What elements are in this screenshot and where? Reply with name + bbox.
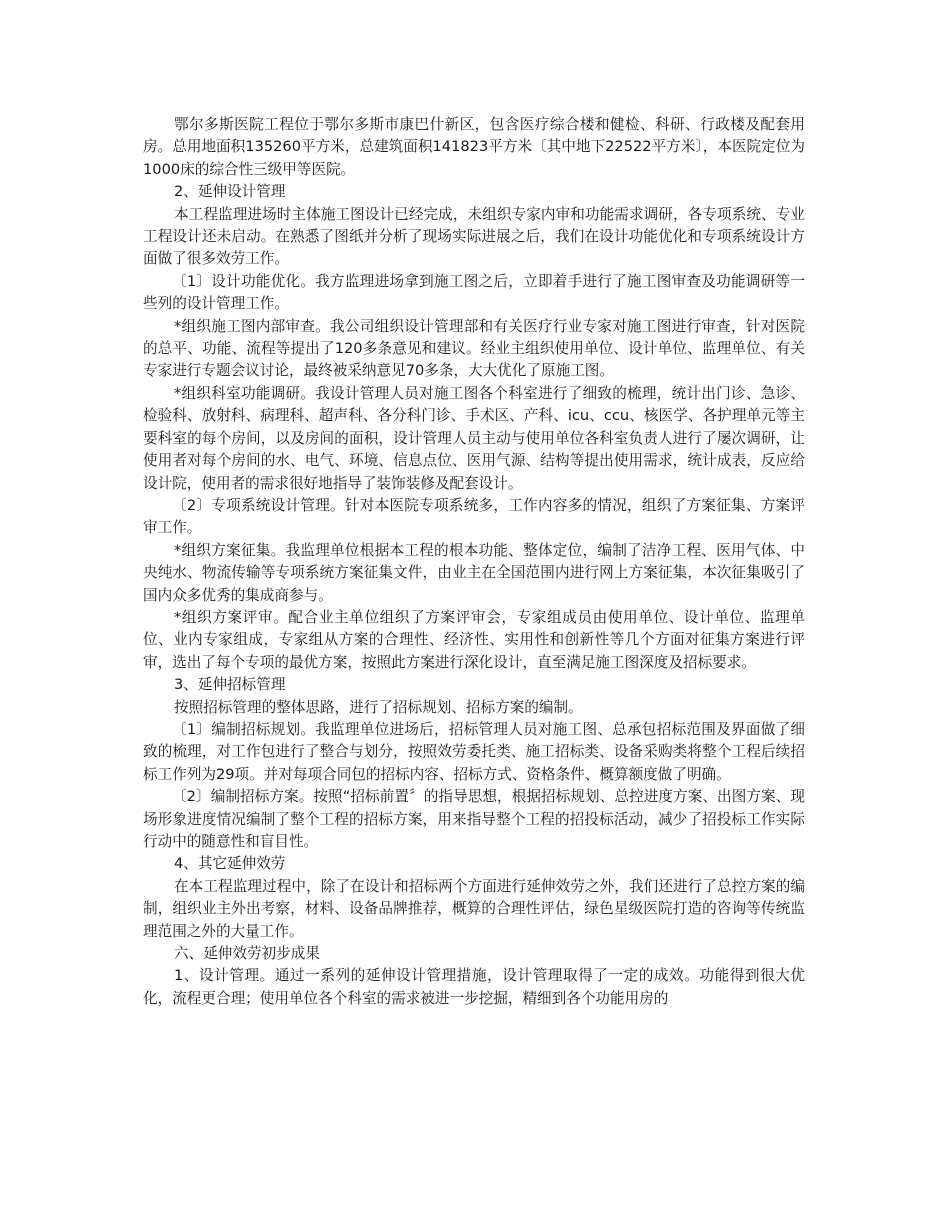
heading-other-services: 4、其它延伸效劳	[174, 855, 286, 873]
paragraph-tender-scheme: 〔2〕编制招标方案。按照“招标前置〞的指导思想，根据招标规划、总控进度方案、出图方案、现场形象进度情况编制了整个工程的招标方案，用来指导整个工程的招投标活动，减少了招投标工作实际行动中的随意性和盲目性。	[143, 788, 805, 850]
paragraph-function-optimization: 〔1〕设计功能优化。我方监理进场拿到施工图之后，立即着手进行了施工图审查及功能调研等一些列的设计管理工作。	[143, 272, 805, 313]
paragraph-department-survey: *组织科室功能调研。我设计管理人员对施工图各个科室进行了细致的梳理，统计出门诊、急诊、检验科、放射科、病理科、超声科、各分科门诊、手术区、产科、icu、ccu、核医学、各护理单元等主要科室的每个房间，以及房间的面积，设计管理人员主动与使用单位各科室负责人进行了屡次调研，让使用者对每个房间的水、电气、环境、信息点位、医用气源、结构等提出使用需求，统计成表，反应给设计院，使用者的需求很好地指导了装饰装修及配套设计。	[143, 384, 805, 492]
paragraph-drawing-review: *组织施工图内部审查。我公司组织设计管理部和有关医疗行业专家对施工图进行审查，针对医院的总平、功能、流程等提出了120多条意见和建议。经业主组织使用单位、设计单位、监理单位、有关专家进行专题会议讨论，最终被采纳意见70多条，大大优化了原施工图。	[143, 317, 805, 380]
paragraph-tender-intro: 按照招标管理的整体思路，进行了招标规划、招标方案的编制。	[174, 698, 583, 716]
paragraph-scheme-collection: *组织方案征集。我监理单位根据本工程的根本功能、整体定位，编制了洁净工程、医用气体、中央纯水、物流传输等专项系统方案征集文件，由业主在全国范围内进行网上方案征集，本次征集吸引了国内众多优秀的集成商参与。	[143, 541, 805, 604]
paragraph-project-overview: 鄂尔多斯医院工程位于鄂尔多斯市康巴什新区，包含医疗综合楼和健检、科研、行政楼及配套用房。总用地面积135260平方米，总建筑面积141823平方米〔其中地下22522平方米〕，本医院定位为1000床的综合性三级甲等医院。	[143, 116, 805, 178]
paragraph-scheme-review: *组织方案评审。配合业主单位组织了方案评审会，专家组成员由使用单位、设计单位、监理单位、业内专家组成，专家组从方案的合理性、经济性、实用性和创新性等几个方面对征集方案进行评审，选出了每个专项的最优方案，按照此方案进行深化设计，直至满足施工图深度及招标要求。	[143, 608, 805, 671]
paragraph-tender-plan: 〔1〕编制招标规划。我监理单位进场后，招标管理人员对施工图、总承包招标范围及界面做了细致的梳理，对工作包进行了整合与划分，按照效劳委托类、施工招标类、设备采购类将整个工程后续招标工作列为29项。并对每项合同包的招标内容、招标方式、资格条件、概算额度做了明确。	[143, 720, 805, 783]
paragraph-design-intro: 本工程监理进场时主体施工图设计已经完成，未组织专家内审和功能需求调研，各专项系统、专业工程设计还未启动。在熟悉了图纸并分析了现场实际进展之后，我们在设计功能优化和专项系统设计方面做了很多效劳工作。	[143, 205, 805, 268]
heading-preliminary-results: 六、延伸效劳初步成果	[174, 945, 320, 963]
paragraph-special-systems: 〔2〕专项系统设计管理。针对本医院专项系统多，工作内容多的情况，组织了方案征集、方案评审工作。	[143, 496, 805, 537]
heading-design-management: 2、延伸设计管理	[174, 183, 286, 201]
paragraph-other-services: 在本工程监理过程中，除了在设计和招标两个方面进行延伸效劳之外，我们还进行了总控方案的编制，组织业主外出考察，材料、设备品牌推荐，概算的合理性评估，绿色星级医院打造的咨询等传统监理范围之外的大量工作。	[143, 877, 805, 940]
paragraph-design-results: 1、设计管理。通过一系列的延伸设计管理措施，设计管理取得了一定的成效。功能得到很大优化，流程更合理；使用单位各个科室的需求被进一步挖掘，精细到各个功能用房的	[143, 967, 805, 1007]
document-body	[143, 114, 805, 1010]
heading-tender-management: 3、延伸招标管理	[174, 676, 286, 694]
